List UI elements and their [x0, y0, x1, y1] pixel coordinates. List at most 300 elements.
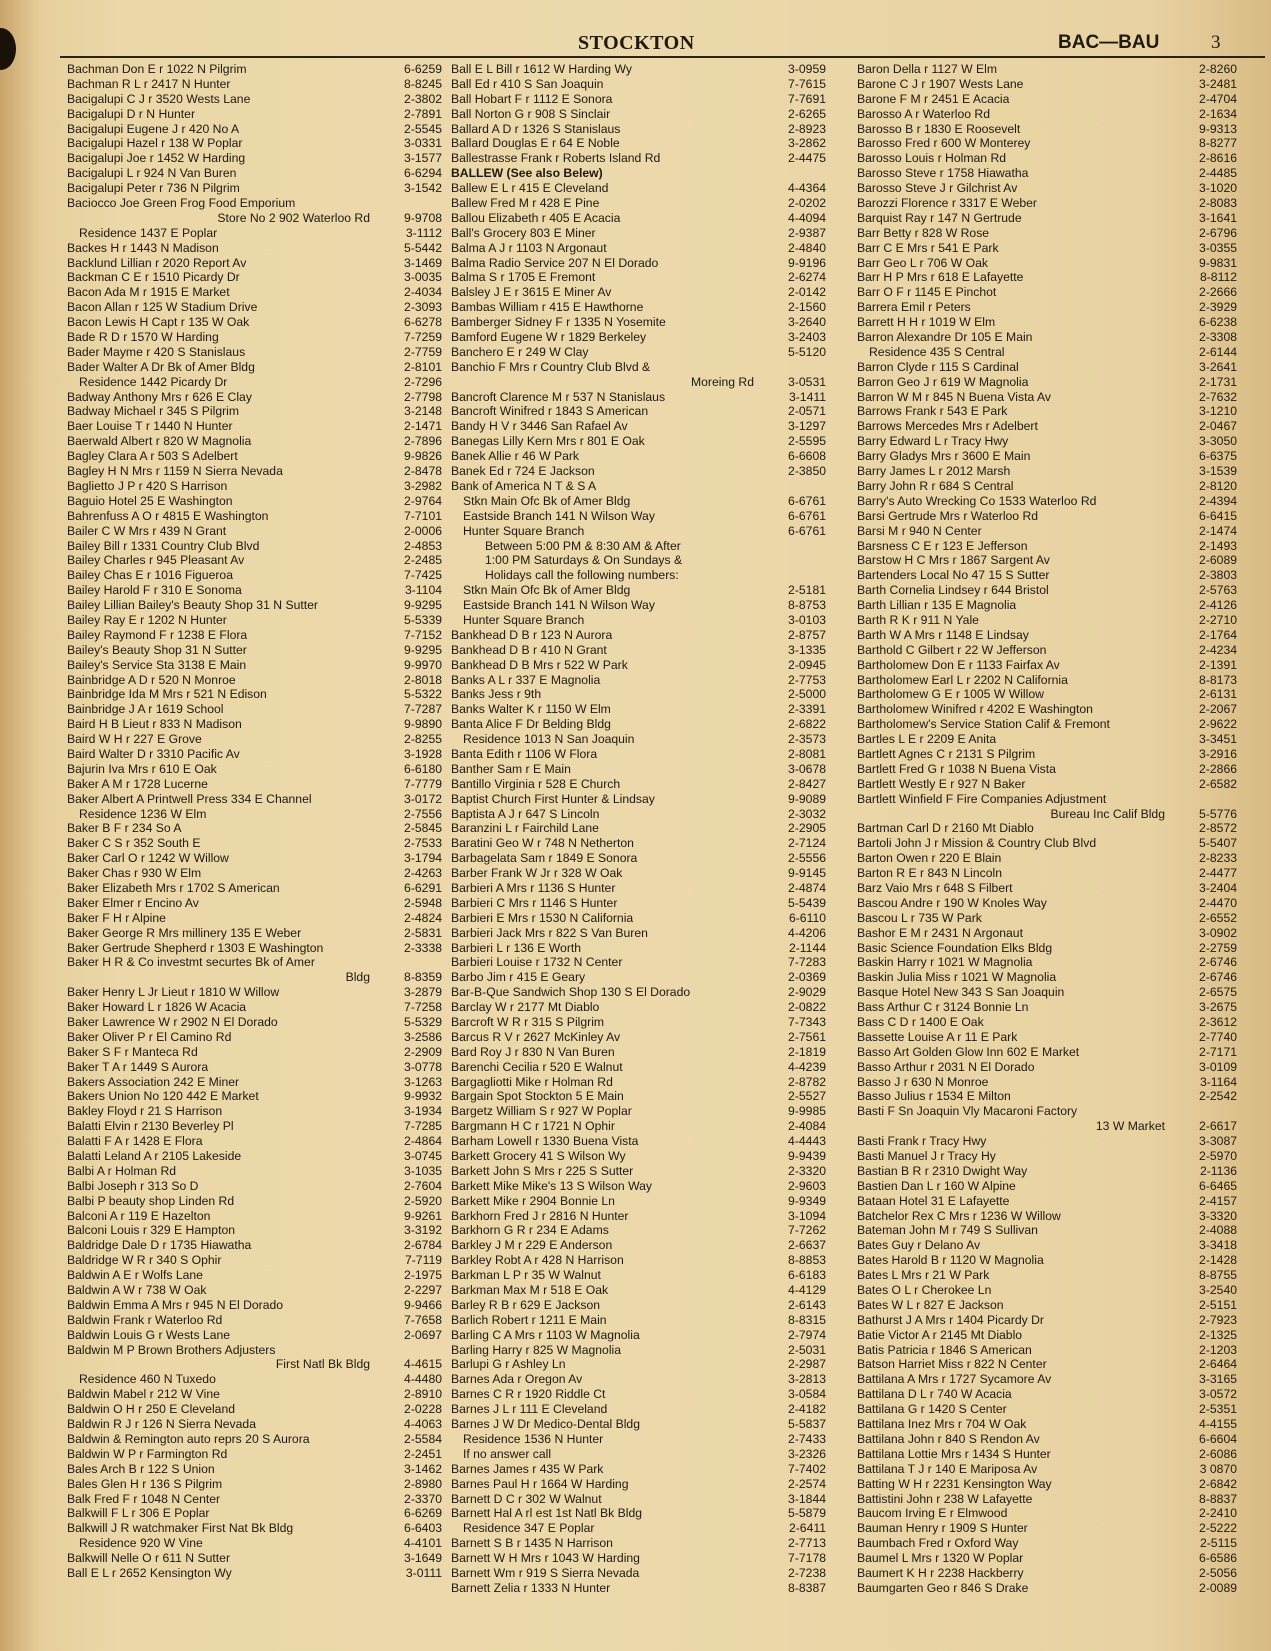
- listing-entry: [451, 1209, 826, 1224]
- listing-phone: 7-7152: [404, 627, 442, 642]
- listing-phone: 3-1411: [788, 389, 826, 404]
- listing-name: Barr Geo L r 706 W Oak: [857, 255, 988, 270]
- listing-entry: [857, 1506, 1237, 1521]
- listing-phone: 2-4874: [788, 880, 826, 895]
- listing-phone: 2-6274: [788, 270, 826, 285]
- listing-entry: [857, 717, 1237, 732]
- listing-phone: 6-6761: [788, 508, 826, 523]
- listing-phone: 3-0745: [404, 1149, 442, 1164]
- listing-phone: 3-1094: [788, 1208, 826, 1223]
- listing-name: Bashor E M r 2431 N Argonaut: [857, 925, 1023, 940]
- listing-entry: [857, 270, 1237, 285]
- listing-entry: [67, 673, 442, 688]
- listing-phone: 3-0109: [1199, 1059, 1237, 1074]
- listing-name: Barnes J W Dr Medico-Dental Bldg: [451, 1417, 640, 1432]
- listing-entry: [67, 1268, 442, 1283]
- listing-entry: [451, 434, 826, 449]
- listing-phone: 2-4853: [404, 538, 442, 553]
- listing-entry: [67, 598, 442, 613]
- listing-entry: [451, 449, 826, 464]
- listing-entry: [451, 1268, 826, 1283]
- listing-name: Baguio Hotel 25 E Washington: [67, 493, 233, 508]
- listing-entry: [857, 1179, 1237, 1194]
- header-rule: [60, 56, 1265, 58]
- listing-name: Bates Guy r Delano Av: [857, 1238, 981, 1253]
- listing-entry: [451, 613, 826, 628]
- listing-entry: [451, 241, 826, 256]
- listing-name: Baciocco Joe Green Frog Food Emporium: [67, 196, 296, 211]
- listing-entry: [67, 1492, 442, 1507]
- listing-name: Baldwin & Remington auto reprs 20 S Aurora: [67, 1431, 310, 1446]
- listing-name: Balsley J E r 3615 E Miner Av: [451, 285, 612, 300]
- listing-name: Banks Walter K r 1150 W Elm: [451, 702, 611, 717]
- listing-entry: [857, 330, 1237, 345]
- listing-phone: 2-1471: [404, 419, 442, 434]
- listing-name: Residence 1236 W Elm: [79, 806, 207, 821]
- listing-entry: [67, 1045, 442, 1060]
- listing-phone: 2-7632: [1199, 389, 1237, 404]
- listing-phone: 2-6464: [1199, 1357, 1237, 1372]
- listing-entry: [67, 181, 442, 196]
- listing-entry: [451, 821, 826, 836]
- listing-name: Baker Howard L r 1826 W Acacia: [67, 1000, 247, 1015]
- listing-phone: 4-4155: [1199, 1417, 1237, 1432]
- listing-name: Bascou Andre r 190 W Knoles Way: [857, 895, 1047, 910]
- listing-entry: [857, 151, 1237, 166]
- listing-entry: [67, 777, 442, 792]
- listing-phone: 2-5031: [788, 1342, 826, 1357]
- listing-entry: [857, 1060, 1237, 1075]
- listing-entry: [857, 524, 1237, 539]
- listing-phone: 3-0035: [404, 270, 442, 285]
- listing-phone: 7-7258: [404, 1000, 442, 1015]
- listing-phone: 3-2586: [404, 1029, 442, 1044]
- listing-name: Barone F M r 2451 E Acacia: [857, 91, 1010, 106]
- listing-phone: 2-4864: [404, 1134, 442, 1149]
- listing-name: Baranzini L r Fairchild Lane: [451, 821, 599, 836]
- listing-phone: 2-0822: [788, 1000, 826, 1015]
- listing-name: Battistini John r 238 W Lafayette: [857, 1491, 1033, 1506]
- listing-phone: 3-0111: [405, 1565, 442, 1580]
- listing-entry: [67, 166, 442, 181]
- listing-phone: 2-9622: [1199, 717, 1237, 732]
- listing-entry: [857, 1551, 1237, 1566]
- listing-entry: [857, 1447, 1237, 1462]
- listing-name: Baldridge Dale D r 1735 Hiawatha: [67, 1238, 252, 1253]
- listing-name: Baldwin Emma A Mrs r 945 N El Dorado: [67, 1297, 284, 1312]
- listing-entry: [451, 1060, 826, 1075]
- listing-name: Bartlett Westly E r 927 N Baker: [857, 776, 1026, 791]
- listing-phone: 8-8753: [788, 598, 826, 613]
- listing-phone: 3-0902: [1199, 925, 1237, 940]
- listing-phone: 7-7178: [788, 1551, 826, 1566]
- listing-entry: [451, 1000, 826, 1015]
- listing-entry: [857, 1089, 1237, 1104]
- listing-name: Ballou Elizabeth r 405 E Acacia: [451, 210, 621, 225]
- listing-name: Bargmann H C r 1721 N Ophir: [451, 1119, 615, 1134]
- listing-phone: 2-8478: [404, 464, 442, 479]
- listing-name: Baucom Irving E r Elmwood: [857, 1506, 1008, 1521]
- listing-phone: 2-6796: [1199, 225, 1237, 240]
- listing-name: Backes H r 1443 N Madison: [67, 240, 219, 255]
- directory-column-3: [857, 62, 1237, 1596]
- listing-entry: [857, 702, 1237, 717]
- listing-entry: [451, 1521, 826, 1536]
- listing-entry: [67, 330, 442, 345]
- listing-name: Balatti F A r 1428 E Flora: [67, 1134, 203, 1149]
- listing-name: Barnett D C r 302 W Walnut: [451, 1491, 602, 1506]
- listing-phone: 3-1210: [1199, 404, 1237, 419]
- listing-name: Baldwin W P r Farmington Rd: [67, 1446, 228, 1461]
- listing-entry: [451, 151, 826, 166]
- listing-phone: 3-1844: [788, 1491, 826, 1506]
- listing-entry: [451, 166, 826, 181]
- listing-entry: [451, 107, 826, 122]
- listing-entry: [857, 360, 1237, 375]
- listing-name: Bankhead D B r 410 N Grant: [451, 642, 607, 657]
- listing-entry: [857, 881, 1237, 896]
- listing-name: Banegas Lilly Kern Mrs r 801 E Oak: [451, 434, 645, 449]
- listing-entry: [857, 62, 1237, 77]
- listing-name: Barbieri Jack Mrs r 822 S Van Buren: [451, 925, 648, 940]
- listing-name: Ball E L r 2652 Kensington Wy: [67, 1565, 232, 1580]
- listing-name: Barry Edward L r Tracy Hwy: [857, 434, 1009, 449]
- listing-phone: 2-6086: [1199, 1446, 1237, 1461]
- listing-entry: [67, 941, 442, 956]
- listing-entry: [67, 419, 442, 434]
- listing-name: Balbi Joseph r 313 So D: [67, 1178, 199, 1193]
- listing-entry: [451, 807, 826, 822]
- listing-entry: [857, 1372, 1237, 1387]
- listing-phone: 2-3929: [1199, 300, 1237, 315]
- listing-entry: [857, 1104, 1237, 1119]
- listing-name: Baumbach Fred r Oxford Way: [857, 1536, 1019, 1551]
- listing-entry: [67, 1372, 442, 1387]
- listing-entry: [451, 77, 826, 92]
- listing-name: Balbi P beauty shop Linden Rd: [67, 1193, 235, 1208]
- listing-phone: 3-1335: [788, 642, 826, 657]
- listing-entry: [67, 687, 442, 702]
- listing-phone: 2-4034: [404, 285, 442, 300]
- listing-phone: 2-2909: [404, 1044, 442, 1059]
- listing-name: Bailey Bill r 1331 Country Club Blvd: [67, 538, 260, 553]
- listing-name: Baker A M r 1728 Lucerne: [67, 776, 208, 791]
- listing-entry: [857, 241, 1237, 256]
- listing-phone: 2-3093: [404, 300, 442, 315]
- listing-phone: 3-2641: [1199, 359, 1237, 374]
- listing-entry: [451, 702, 826, 717]
- listing-phone: 2-8572: [1199, 821, 1237, 836]
- listing-name: Baker B F r 234 So A: [67, 821, 182, 836]
- listing-phone: 6-6294: [404, 166, 442, 181]
- listing-phone: 3-2982: [404, 478, 442, 493]
- listing-phone: 2-5920: [404, 1193, 442, 1208]
- listing-phone: 2-5527: [788, 1089, 826, 1104]
- listing-entry: [857, 1521, 1237, 1536]
- listing-entry: [67, 77, 442, 92]
- listing-entry: [451, 479, 826, 494]
- listing-name: Baird W H r 227 E Grove: [67, 732, 202, 747]
- listing-entry: [857, 285, 1237, 300]
- listing-name: Bastian B R r 2310 Dwight Way: [857, 1163, 1028, 1178]
- listing-phone: 8-8277: [1199, 136, 1237, 151]
- listing-name: Barnes Paul H r 1664 W Harding: [451, 1476, 629, 1491]
- listing-name: Baker Elizabeth Mrs r 1702 S American: [67, 880, 280, 895]
- listing-entry: [857, 122, 1237, 137]
- listing-name: Barsi M r 940 N Center: [857, 523, 982, 538]
- listing-entry: [451, 1075, 826, 1090]
- listing-entry: [67, 285, 442, 300]
- listing-entry: [451, 1328, 826, 1343]
- listing-entry: [451, 1387, 826, 1402]
- listing-phone: 2-7753: [788, 672, 826, 687]
- listing-entry: [857, 434, 1237, 449]
- listing-entry: [67, 702, 442, 717]
- listing-phone: 5-5776: [1199, 806, 1237, 821]
- listing-name: Stkn Main Ofc Bk of Amer Bldg: [463, 493, 631, 508]
- listing-entry: [857, 1313, 1237, 1328]
- listing-entry: [857, 1253, 1237, 1268]
- listing-phone: 6-6415: [1199, 508, 1237, 523]
- listing-entry: [451, 1536, 826, 1551]
- listing-phone: 2-6637: [788, 1238, 826, 1253]
- listing-phone: 5-5322: [404, 687, 442, 702]
- listing-phone: 3-2916: [1199, 746, 1237, 761]
- listing-phone: 3-1462: [404, 1461, 442, 1476]
- listing-phone: 2-7533: [404, 836, 442, 851]
- listing-entry: [451, 687, 826, 702]
- listing-name: Ballew Fred M r 428 E Pine: [451, 196, 600, 211]
- listing-phone: 3-1469: [404, 255, 442, 270]
- listing-phone: 9-9831: [1199, 255, 1237, 270]
- listing-entry: [67, 539, 442, 554]
- listing-name: Bamford Eugene W r 1829 Berkeley: [451, 330, 647, 345]
- listing-entry: [67, 1149, 442, 1164]
- listing-entry: [857, 941, 1237, 956]
- listing-phone: 2-3573: [788, 732, 826, 747]
- listing-phone: 2-4126: [1199, 598, 1237, 613]
- listing-entry: [67, 1164, 442, 1179]
- listing-name: Bambas William r 415 E Hawthorne: [451, 300, 644, 315]
- listing-phone: 3-0355: [1199, 240, 1237, 255]
- listing-name: Batson Harriet Miss r 822 N Center: [857, 1357, 1047, 1372]
- listing-entry: [67, 1253, 442, 1268]
- listing-entry: [67, 1462, 442, 1477]
- listing-name: Bass Arthur C r 3124 Bonnie Ln: [857, 1000, 1029, 1015]
- listing-name: Baldwin R J r 126 N Sierra Nevada: [67, 1417, 256, 1432]
- listing-phone: 4-4364: [788, 181, 826, 196]
- listing-name: Badway Anthony Mrs r 626 E Clay: [67, 389, 252, 404]
- listing-name: Barth R K r 911 N Yale: [857, 612, 979, 627]
- listing-entry: [451, 419, 826, 434]
- listing-name: Bacon Ada M r 1915 E Market: [67, 285, 230, 300]
- listing-entry: [857, 1119, 1237, 1134]
- listing-phone: 2-3802: [404, 91, 442, 106]
- listing-entry: [67, 1134, 442, 1149]
- listing-entry: [451, 360, 826, 375]
- listing-entry: [451, 673, 826, 688]
- listing-name: Basso Art Golden Glow Inn 602 E Market: [857, 1044, 1080, 1059]
- listing-name: Balatti Leland A r 2105 Lakeside: [67, 1149, 242, 1164]
- listing-phone: 2-6265: [788, 106, 826, 121]
- listing-name: Holidays call the following numbers:: [485, 568, 679, 583]
- listing-name: Baker S F r Manteca Rd: [67, 1044, 198, 1059]
- listing-phone: 2-5556: [788, 851, 826, 866]
- listing-name: Batis Patricia r 1846 S American: [857, 1342, 1032, 1357]
- listing-entry: [451, 1402, 826, 1417]
- listing-phone: 3-2540: [1199, 1283, 1237, 1298]
- listing-name: Bartlett Fred G r 1038 N Buena Vista: [857, 761, 1056, 776]
- listing-name: Balk Fred F r 1048 N Center: [67, 1491, 221, 1506]
- listing-phone: 2-1203: [1199, 1342, 1237, 1357]
- listing-name: Battilana Lottie Mrs r 1434 S Hunter: [857, 1446, 1051, 1461]
- listing-name: Bascou L r 735 W Park: [857, 910, 982, 925]
- listing-entry: [67, 1238, 442, 1253]
- listing-entry: [67, 1521, 442, 1536]
- listing-name: Barbieri Louise r 1732 N Center: [451, 955, 623, 970]
- listing-entry: [857, 77, 1237, 92]
- listing-entry: [857, 1209, 1237, 1224]
- listing-entry: [857, 658, 1237, 673]
- listing-phone: 3-2326: [788, 1446, 826, 1461]
- listing-name: Moreing Rd: [691, 374, 754, 389]
- listing-phone: 2-5000: [788, 687, 826, 702]
- listing-phone: 2-8081: [788, 746, 826, 761]
- listing-entry: [857, 1492, 1237, 1507]
- listing-entry: [451, 256, 826, 271]
- listing-name: Bastien Dan L r 160 W Alpine: [857, 1178, 1016, 1193]
- listing-name: Backman C E r 1510 Picardy Dr: [67, 270, 240, 285]
- listing-phone: 2-1975: [404, 1268, 442, 1283]
- listing-name: Barkley J M r 229 E Anderson: [451, 1238, 613, 1253]
- listing-name: Bacon Lewis H Capt r 135 W Oak: [67, 315, 250, 330]
- listing-entry: [451, 1283, 826, 1298]
- listing-phone: 3-0572: [1199, 1387, 1237, 1402]
- listing-name: Baglietto J P r 420 S Harrison: [67, 478, 228, 493]
- listing-entry: [451, 1298, 826, 1313]
- listing-entry: [451, 583, 826, 598]
- listing-name: Banek Ed r 724 E Jackson: [451, 464, 595, 479]
- listing-entry: [67, 866, 442, 881]
- listing-name: Barbieri L r 136 E Worth: [451, 940, 582, 955]
- listing-entry: [67, 896, 442, 911]
- listing-entry: [451, 1477, 826, 1492]
- listing-name: 1:00 PM Saturdays & On Sundays &: [485, 553, 683, 568]
- listing-name: Residence 460 N Tuxedo: [79, 1372, 216, 1387]
- listing-entry: [451, 628, 826, 643]
- listing-name: Banks Jess r 9th: [451, 687, 542, 702]
- listing-name: Bartholomew Winifred r 4202 E Washington: [857, 702, 1093, 717]
- listing-phone: 6-6761: [788, 523, 826, 538]
- listing-phone: 2-0006: [404, 523, 442, 538]
- listing-name: Ball E L Bill r 1612 W Harding Wy: [451, 62, 632, 76]
- listing-name: Ball's Grocery 803 E Miner: [451, 225, 596, 240]
- listing-entry: [451, 1492, 826, 1507]
- listing-name: Battilana John r 840 S Rendon Av: [857, 1431, 1040, 1446]
- listing-phone: 9-9145: [788, 866, 826, 881]
- listing-entry: [451, 211, 826, 226]
- listing-entry: [67, 256, 442, 271]
- listing-name: Barr Betty r 828 W Rose: [857, 225, 990, 240]
- listing-name: Bailey Charles r 945 Pleasant Av: [67, 553, 245, 568]
- listing-entry: [451, 270, 826, 285]
- listing-entry: [67, 613, 442, 628]
- listing-phone: 2-1325: [1199, 1327, 1237, 1342]
- listing-phone: 2-1731: [1199, 374, 1237, 389]
- listing-phone: 2-9764: [404, 493, 442, 508]
- listing-phone: 2-5970: [1199, 1149, 1237, 1164]
- listing-name: Barcroft W R r 315 S Pilgrim: [451, 1015, 605, 1029]
- listing-entry: [451, 1581, 826, 1596]
- listing-phone: 3-1164: [1199, 1074, 1237, 1089]
- listing-entry: [67, 151, 442, 166]
- listing-name: Baker Lawrence W r 2902 N El Dorado: [67, 1015, 278, 1029]
- listing-phone: 8-8853: [788, 1253, 826, 1268]
- listing-phone: 9-9089: [788, 791, 826, 806]
- listing-phone: 5-5120: [788, 344, 826, 359]
- listing-phone: 2-1819: [788, 1044, 826, 1059]
- listing-name: Bauman Henry r 1909 S Hunter: [857, 1521, 1028, 1536]
- listing-phone: 3-1539: [1199, 464, 1237, 479]
- listing-phone: 2-8923: [788, 121, 826, 136]
- listing-name: Bard Roy J r 830 N Van Buren: [451, 1044, 615, 1059]
- listing-entry: [67, 568, 442, 583]
- listing-phone: 3-0103: [788, 612, 826, 627]
- listing-name: Baskin Julia Miss r 1021 W Magnolia: [857, 970, 1057, 985]
- listing-phone: 4-4239: [788, 1059, 826, 1074]
- listing-name: Barnes Ada r Oregon Av: [451, 1372, 583, 1387]
- listing-name: Bailey Raymond F r 1238 E Flora: [67, 627, 248, 642]
- listing-entry: [451, 404, 826, 419]
- listing-entry: [67, 1015, 442, 1030]
- listing-phone: 2-5181: [788, 583, 826, 598]
- listing-name: Bargetz William S r 927 W Poplar: [451, 1104, 632, 1119]
- listing-phone: 2-7556: [404, 806, 442, 821]
- listing-entry: [857, 181, 1237, 196]
- listing-name: Baker Elmer r Encino Av: [67, 895, 199, 910]
- listing-phone: 2-4704: [1199, 91, 1237, 106]
- listing-name: Barosso B r 1830 E Roosevelt: [857, 121, 1021, 136]
- listing-entry: [67, 1417, 442, 1432]
- listing-name: Barkett John S Mrs r 225 S Sutter: [451, 1163, 634, 1178]
- listing-entry: [451, 911, 826, 926]
- listing-entry: [67, 1075, 442, 1090]
- listing-entry: [451, 1179, 826, 1194]
- listing-name: Barkman Max M r 518 E Oak: [451, 1283, 609, 1298]
- listing-phone: 2-8233: [1199, 851, 1237, 866]
- listing-phone: 3-3320: [1199, 1208, 1237, 1223]
- listing-phone: 9-9313: [1199, 121, 1237, 136]
- listing-entry: [857, 390, 1237, 405]
- listing-phone: 2-3338: [404, 940, 442, 955]
- listing-phone: 3-0331: [404, 136, 442, 151]
- listing-entry: [67, 270, 442, 285]
- listing-entry: [451, 658, 826, 673]
- listing-phone: 7-7101: [404, 508, 442, 523]
- listing-name: Baptist Church First Hunter & Lindsay: [451, 791, 655, 806]
- listing-entry: [451, 330, 826, 345]
- listing-phone: 6-6403: [404, 1521, 442, 1536]
- listing-phone: 3-0172: [404, 791, 442, 806]
- listing-phone: 8-8112: [1199, 270, 1237, 285]
- listing-phone: 7-7287: [404, 702, 442, 717]
- listing-name: Bates Harold B r 1120 W Magnolia: [857, 1253, 1044, 1268]
- listing-phone: 2-6784: [404, 1238, 442, 1253]
- listing-entry: [451, 62, 826, 77]
- listing-phone: 2-7238: [788, 1565, 826, 1580]
- listing-name: Balconi A r 119 E Hazelton: [67, 1208, 211, 1223]
- listing-name: Bacigalupi Eugene J r 420 No A: [67, 121, 240, 136]
